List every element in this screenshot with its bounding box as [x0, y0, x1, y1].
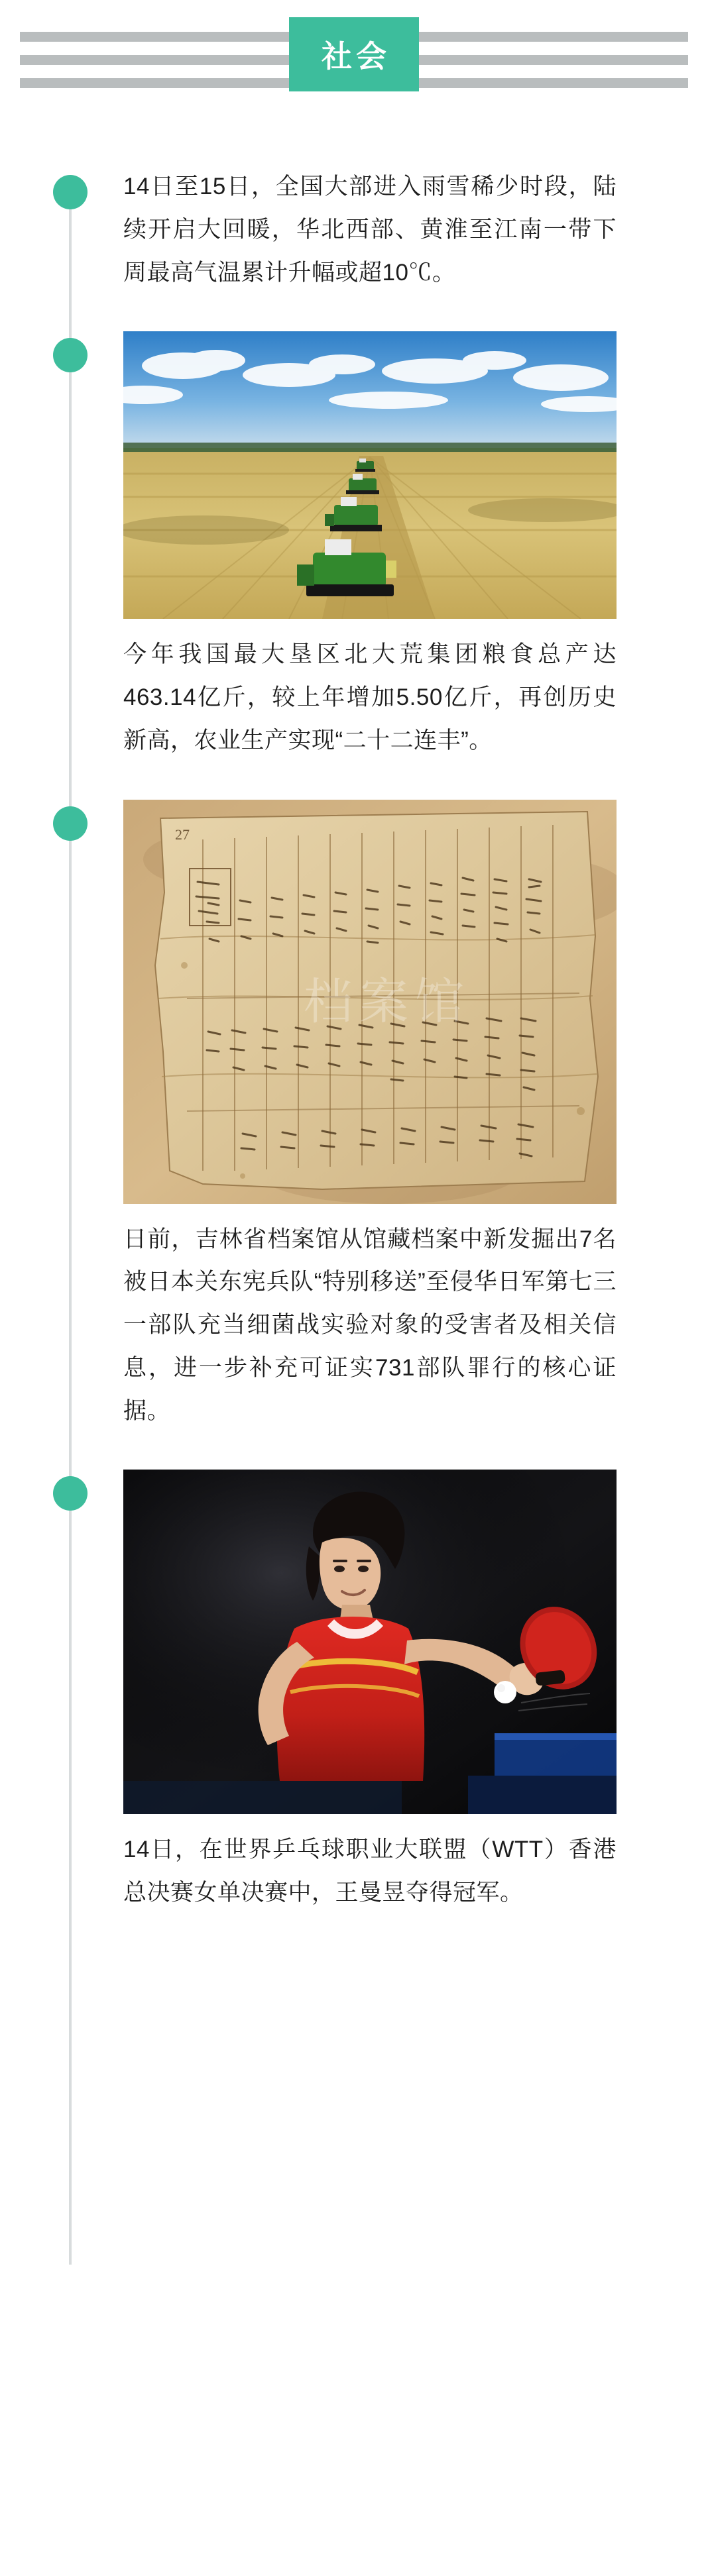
news-text: 日前，吉林省档案馆从馆藏档案中新发掘出7名被日本关东宪兵队“特别移送”至侵华日军第七三一部队充当细菌战实验对象的受害者及相关信息，进一步补充可证实731部队罪行的核心证据。: [123, 1226, 617, 1424]
section-title: 社会: [322, 39, 390, 74]
list-item: [0, 1470, 708, 1915]
list-item: [0, 331, 708, 762]
table-tennis-player-photo: [123, 1470, 617, 1814]
page-bottom-spacer: [0, 1952, 708, 1978]
timeline-dot-icon: [53, 1476, 88, 1511]
list-item: [0, 166, 708, 294]
news-list: [0, 139, 708, 2018]
news-text: 14日至15日，全国大部进入雨雪稀少时段，陆续开启大回暖，华北西部、黄淮至江南一带下周最高气温累计升幅或超10℃。: [123, 174, 617, 286]
news-text: 今年我国最大垦区北大荒集团粮食总产达463.14亿斤，较上年增加5.50亿斤，再创历史新高，农业生产实现“二十二连丰”。: [123, 641, 617, 753]
timeline-dot-icon: [53, 175, 88, 209]
svg-text:档案馆: 档案馆: [304, 975, 471, 1030]
section-header: [0, 0, 708, 139]
news-text: 14日，在世界乒乓球职业大联盟（WTT）香港总决赛女单决赛中，王曼昱夺得冠军。: [123, 1837, 617, 1905]
timeline-dot-icon: [53, 338, 88, 372]
historical-archive-document-photo: [123, 800, 617, 1204]
section-badge: [289, 17, 419, 91]
svg-text:27: 27: [175, 826, 190, 843]
timeline-dot-icon: [53, 806, 88, 841]
list-item: [0, 800, 708, 1433]
harvest-field-combines-photo: [123, 331, 617, 619]
